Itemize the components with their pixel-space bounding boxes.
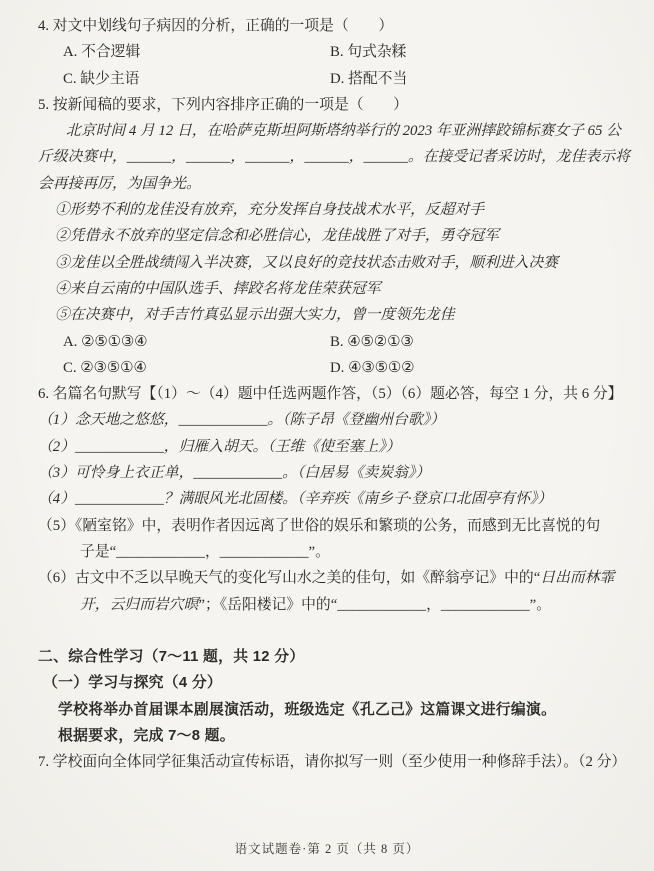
q6-sub-3: （3）可怜身上衣正单，____________。（白居易《卖炭翁》）: [38, 465, 431, 482]
q5-item-2: ②凭借永不放弃的坚定信念和必胜信心，龙佳战胜了对手，勇夺冠军: [55, 228, 499, 245]
q6-stem: 6. 名篇名句默写【（1）～（4）题中任选两题作答，（5）（6）题必答，每空 1 分，共 6 分】: [38, 386, 623, 403]
q5-item-3: ③龙佳以全胜战绩闯入半决赛，又以良好的竞技状态击败对手，顺利进入决赛: [55, 254, 559, 271]
q6-sub-6-line-1-text: （6）古文中不乏以早晚天气的变化写山水之美的佳句，如《醉翁亭记》中的“: [38, 570, 541, 587]
q6-sub-5-line-1: （5）《陋室铭》中，表明作者因远离了世俗的娱乐和繁琐的公务，而感到无比喜悦的句: [38, 517, 601, 534]
q5-option-c: C. ②③⑤①④: [63, 359, 147, 376]
q4-option-c: C. 缺少主语: [63, 70, 140, 87]
q5-option-b: B. ④⑤②①③: [330, 333, 414, 350]
q6-sub-6-line-1: [38, 565, 618, 591]
section2-intro-line-2: 根据要求，完成 7～8 题。: [58, 728, 235, 745]
q6-sub-5-line-2: 子是“____________，____________”。: [80, 543, 330, 560]
q5-option-a: A. ②⑤①③④: [63, 333, 148, 350]
section2-heading: 二、综合性学习（7～11 题，共 12 分）: [38, 649, 305, 666]
q4-options-row-1: [38, 39, 618, 65]
q4-option-d: D. 搭配不当: [330, 70, 408, 87]
q4-option-b: B. 句式杂糅: [330, 44, 407, 61]
q4-option-a: A. 不合逻辑: [63, 44, 141, 61]
q5-item-4: ④来自云南的中国队选手、摔跤名将龙佳荣获冠军: [55, 280, 381, 297]
q6-sub-6-line-1-quote: 日出而林霏: [540, 570, 615, 587]
q6-sub-6-line-2-quote: 开，云归而岩穴暝: [80, 596, 199, 613]
q6-sub-1: （1）念天地之悠悠，____________。（陈子昂《登幽州台歌》）: [38, 412, 445, 429]
q5-options-row-1: [38, 329, 618, 355]
q4-stem: 4. 对文中划线句子病因的分析，正确的一项是（ ）: [38, 18, 394, 34]
q5-option-d: D. ④③⑤①②: [330, 359, 415, 376]
q5-options-row-2: [38, 355, 618, 381]
section2-intro-line-1: 学校将举办首届课本剧展演活动，班级选定《孔乙己》这篇课文进行编演。: [58, 701, 557, 718]
section2-subheading: （一）学习与探究（4 分）: [43, 675, 223, 692]
q4-options-row-2: [38, 66, 618, 92]
q5-passage-line-1: 北京时间 4 月 12 日，在哈萨克斯坦阿斯塔纳举行的 2023 年亚洲摔跤锦标赛女子 65 公: [66, 123, 621, 140]
q6-sub-4: （4）____________？满眼风光北固楼。（辛弃疾《南乡子·登京口北固亭有怀》）: [38, 491, 553, 508]
q5-passage-line-2: 斤级决赛中，______，______，______，______，______。在接受记者采访时，龙佳表示将: [38, 149, 630, 166]
q6-sub-6-line-2-text: ”；《岳阳楼记》中的“____________，____________”。: [198, 596, 552, 613]
q6-sub-2: （2）____________，归雁入胡天。（王维《使至塞上》）: [38, 438, 401, 455]
spacer-line: [38, 618, 618, 644]
q6-sub-6-line-2: [38, 592, 618, 618]
q7-stem: 7. 学校面向全体同学征集活动宣传标语，请你拟写一则（至少使用一种修辞手法）。（2 分）: [38, 754, 627, 771]
q5-passage-line-3: 会再接再厉，为国争光。: [38, 175, 201, 192]
page-footer: 语文试题卷·第 2 页（共 8 页）: [234, 842, 420, 856]
q5-stem: 5. 按新闻稿的要求，下列内容排序正确的一项是（ ）: [38, 96, 408, 113]
q5-item-5: ⑤在决赛中，对手吉竹真弘显示出强大实力，曾一度领先龙佳: [55, 307, 455, 324]
q5-item-1: ①形势不利的龙佳没有放弃，充分发挥自身技战术水平，反超对手: [55, 202, 485, 219]
